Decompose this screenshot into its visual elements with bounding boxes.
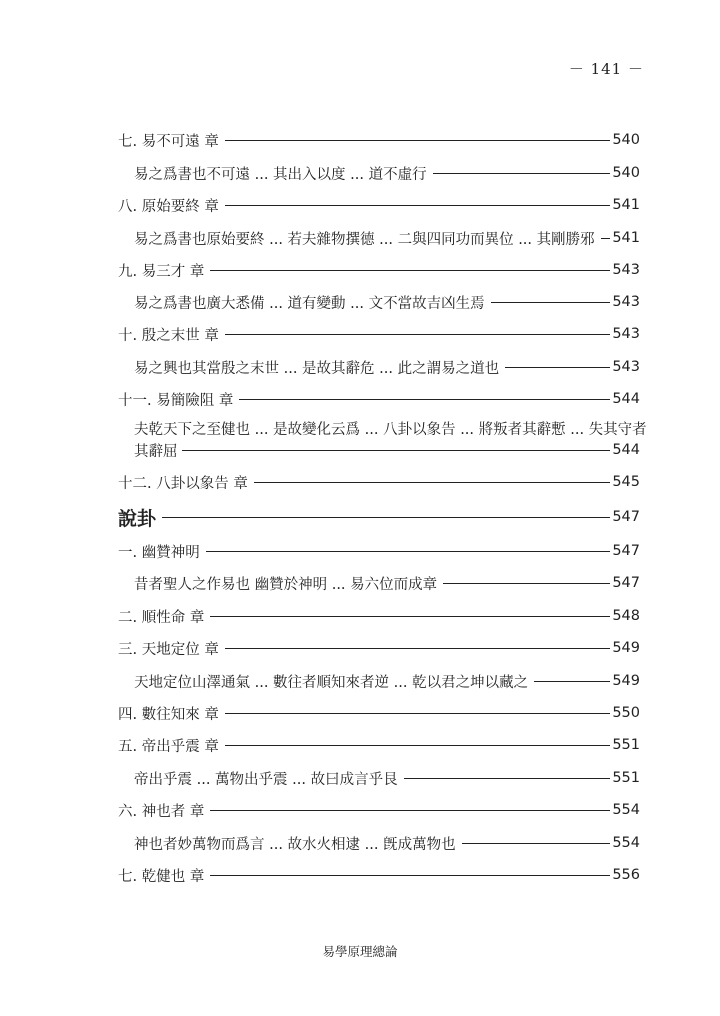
toc-entry-title: 天地定位山澤通氣 ... 數往者順知來者逆 ... 乾以君之坤以藏之 xyxy=(134,674,529,691)
toc-subentry xyxy=(134,669,640,693)
toc-entry-page: 545 xyxy=(612,474,640,490)
page-number: － 141 － xyxy=(568,60,644,78)
toc-entry xyxy=(118,733,640,757)
leader-line xyxy=(225,745,610,746)
toc-entry-title: 易之爲書也不可遠 ... 其出入以度 ... 道不虛行 xyxy=(134,166,427,183)
toc-entry-page: 543 xyxy=(612,326,640,342)
toc-entry-page: 551 xyxy=(612,737,640,753)
toc-entry xyxy=(118,258,640,282)
toc-entry-page: 543 xyxy=(612,262,640,278)
toc-entry-page: 550 xyxy=(612,705,640,721)
toc-entry xyxy=(118,636,640,660)
leader-line xyxy=(206,551,611,552)
toc-entry-page: 540 xyxy=(612,165,640,181)
toc-entry-title-continuation: 其辭屈 xyxy=(134,443,178,460)
leader-line xyxy=(210,810,610,811)
toc-entry-page: 544 xyxy=(612,442,640,458)
toc-entry-title: 夫乾天下之至健也 ... 是故變化云爲 ... 八卦以象告 ... 將叛者其辭慙 ... 失其守者 xyxy=(134,422,647,438)
toc-subentry xyxy=(134,571,640,595)
leader-line xyxy=(404,778,611,779)
toc-entry-title: 十. 殷之末世 章 xyxy=(118,327,219,344)
toc-entry-page: 543 xyxy=(612,294,640,310)
toc-subentry xyxy=(134,226,640,250)
toc-subentry xyxy=(134,420,647,460)
toc-entry xyxy=(118,387,640,411)
leader-line xyxy=(254,482,610,483)
toc-entry-title: 帝出乎震 ... 萬物出乎震 ... 故曰成言乎艮 xyxy=(134,771,398,788)
leader-line xyxy=(601,238,611,239)
toc-entry-page: 554 xyxy=(612,835,640,851)
toc-entry-title: 八. 原始要終 章 xyxy=(118,198,219,215)
running-footer: 易學原理總論 xyxy=(322,944,398,959)
leader-line xyxy=(210,616,610,617)
toc-entry-page: 543 xyxy=(612,359,640,375)
toc-subentry xyxy=(134,161,640,185)
toc-entry-title: 九. 易三才 章 xyxy=(118,263,205,280)
toc-subentry xyxy=(134,355,640,379)
toc-entry-page: 544 xyxy=(612,391,640,407)
toc-section xyxy=(118,505,640,529)
leader-line xyxy=(225,334,610,335)
toc-entry-page: 541 xyxy=(612,230,640,246)
toc-entry-page: 554 xyxy=(612,802,640,818)
toc-section-title: 說卦 xyxy=(118,507,157,530)
leader-line xyxy=(162,517,610,518)
toc-entry-page: 547 xyxy=(612,543,640,559)
toc-entry-page: 556 xyxy=(612,867,640,883)
toc-entry-title: 昔者聖人之作易也 幽贊於神明 ... 易六位而成章 xyxy=(134,576,438,593)
leader-line xyxy=(182,450,611,451)
leader-line xyxy=(225,713,610,714)
toc-subentry xyxy=(134,290,640,314)
leader-line xyxy=(505,367,610,368)
toc-entry-title: 神也者妙萬物而爲言 ... 故水火相逮 ... 旣成萬物也 xyxy=(134,836,456,853)
toc-entry-title: 七. 易不可遠 章 xyxy=(118,133,219,150)
toc-entry-page: 547 xyxy=(612,509,640,525)
leader-line xyxy=(210,270,610,271)
toc-entry-title: 十一. 易簡險阻 章 xyxy=(118,392,234,409)
toc-entry-title: 六. 神也者 章 xyxy=(118,803,205,820)
toc-entry xyxy=(118,798,640,822)
leader-line xyxy=(210,875,610,876)
toc-entry-title: 三. 天地定位 章 xyxy=(118,641,219,658)
toc-entry-title: 七. 乾健也 章 xyxy=(118,868,205,885)
toc-entry-page: 541 xyxy=(612,197,640,213)
toc-entry-page: 549 xyxy=(612,640,640,656)
leader-line xyxy=(443,583,610,584)
toc-entry xyxy=(118,322,640,346)
toc-entry-title: 易之興也其當殷之末世 ... 是故其辭危 ... 此之謂易之道也 xyxy=(134,360,500,377)
toc-entry xyxy=(118,701,640,725)
leader-line xyxy=(433,173,611,174)
toc-entry-page: 540 xyxy=(612,132,640,148)
toc-entry-page: 549 xyxy=(612,673,640,689)
leader-line xyxy=(225,140,610,141)
leader-line xyxy=(491,302,611,303)
toc-entry xyxy=(118,539,640,563)
leader-line xyxy=(239,399,610,400)
toc-entry-title: 易之爲書也原始要終 ... 若夫雜物撰德 ... 二與四同功而異位 ... 其剛勝邪 xyxy=(134,231,595,248)
toc-entry-page: 551 xyxy=(612,770,640,786)
toc-entry-title: 五. 帝出乎震 章 xyxy=(118,738,219,755)
leader-line xyxy=(462,843,611,844)
toc-entry xyxy=(118,604,640,628)
toc-entry-title: 十二. 八卦以象告 章 xyxy=(118,475,248,492)
leader-line xyxy=(225,648,610,649)
toc-entry xyxy=(118,128,640,152)
toc-subentry xyxy=(134,831,640,855)
toc-entry-title: 二. 順性命 章 xyxy=(118,609,205,626)
toc-entry xyxy=(118,863,640,887)
toc-entry-title: 易之爲書也廣大悉備 ... 道有變動 ... 文不當故吉凶生焉 xyxy=(134,295,485,312)
toc-subentry xyxy=(134,766,640,790)
toc-entry-page: 547 xyxy=(612,575,640,591)
toc-entry xyxy=(118,193,640,217)
toc-entry-page: 548 xyxy=(612,608,640,624)
leader-line xyxy=(534,681,610,682)
leader-line xyxy=(225,205,610,206)
toc-entry-title: 一. 幽贊神明 xyxy=(118,544,200,561)
toc-entry-title: 四. 數往知來 章 xyxy=(118,706,219,723)
toc-entry xyxy=(118,470,640,494)
